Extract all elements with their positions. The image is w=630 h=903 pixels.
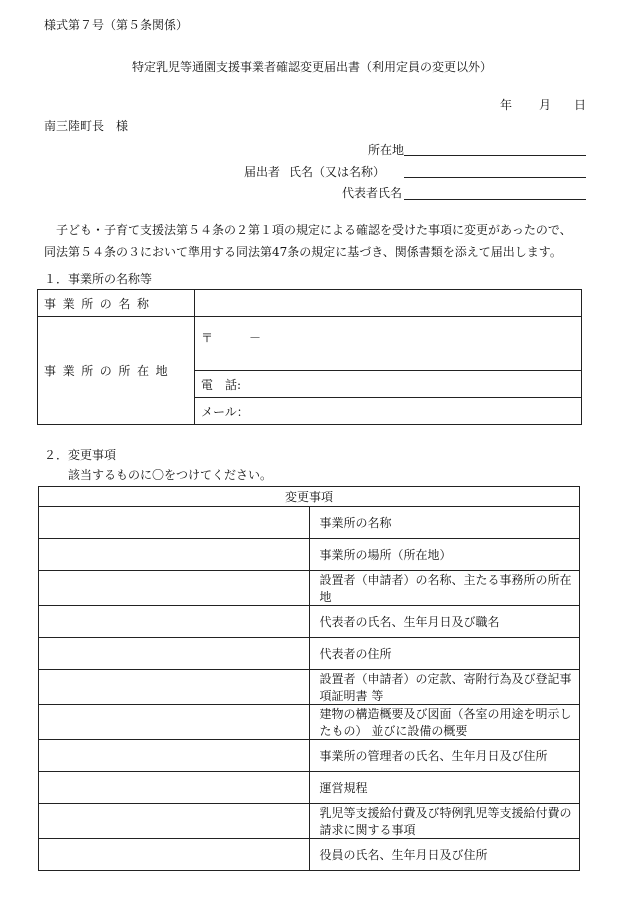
checkmark-cell[interactable] — [39, 740, 310, 772]
change-item: 代表者の氏名、生年月日及び職名 — [309, 606, 580, 638]
date-year-label: 年 — [500, 98, 513, 112]
section1-heading: １．事業所の名称等 — [44, 272, 153, 286]
table-row — [39, 804, 580, 839]
form-number: 様式第７号（第５条関係） — [44, 18, 189, 32]
table-row — [39, 705, 580, 740]
facility-location-label: 事業所の所在地 — [44, 364, 175, 378]
email-label: メール： — [201, 404, 249, 419]
section2-heading: ２．変更事項 — [44, 448, 117, 462]
body-text-line-1: 子ども・子育て支援法第５４条の２第１項の規定による確認を受けた事項に変更があったので、 — [56, 223, 572, 237]
table-row — [39, 638, 580, 670]
section2-instruction: 該当するものに〇をつけてください。 — [68, 468, 273, 482]
applicant-label: 届出者 — [244, 165, 281, 179]
change-item: 事業所の名称 — [309, 507, 580, 539]
change-item: 乳児等支援給付費及び特例乳児等支援給付費の請求に関する事項 — [309, 804, 580, 839]
addressee: 南三陸町長 様 — [44, 119, 129, 133]
table-row — [39, 507, 580, 539]
date-day-label: 日 — [574, 98, 587, 112]
checkmark-cell[interactable] — [39, 606, 310, 638]
change-items-header: 変更事項 — [39, 487, 580, 507]
phone-label: 電 話: — [201, 377, 242, 392]
address-line — [404, 155, 586, 156]
checkmark-cell[interactable] — [39, 539, 310, 571]
representative-line — [404, 199, 586, 200]
table-row — [39, 772, 580, 804]
change-item: 運営規程 — [309, 772, 580, 804]
document-title: 特定乳児等通園支援事業者確認変更届出書（利用定員の変更以外） — [132, 60, 493, 74]
table-row — [39, 539, 580, 571]
change-item: 設置者（申請者）の名称、主たる事務所の所在地 — [309, 571, 580, 606]
change-item: 事業所の場所（所在地） — [309, 539, 580, 571]
checkmark-cell[interactable] — [39, 638, 310, 670]
checkmark-cell[interactable] — [39, 772, 310, 804]
change-item: 役員の氏名、生年月日及び住所 — [309, 839, 580, 871]
change-item: 代表者の住所 — [309, 638, 580, 670]
change-items-table — [38, 486, 580, 871]
facility-name-field[interactable] — [195, 290, 582, 317]
checkmark-cell[interactable] — [39, 804, 310, 839]
checkmark-cell[interactable] — [39, 670, 310, 705]
postal-prefix: 〒 － — [201, 331, 262, 345]
date-month-label: 月 — [539, 98, 552, 112]
facility-name-label-cell — [38, 290, 195, 317]
facility-name-label: 事業所の名称 — [44, 296, 156, 311]
table-row — [39, 571, 580, 606]
facility-location-label-cell — [38, 317, 195, 425]
checkmark-cell[interactable] — [39, 839, 310, 871]
checkmark-cell[interactable] — [39, 705, 310, 740]
name-line — [404, 177, 586, 178]
address-label: 所在地 — [368, 143, 405, 157]
change-item: 事業所の管理者の氏名、生年月日及び住所 — [309, 740, 580, 772]
table-row — [39, 670, 580, 705]
email-field[interactable] — [195, 398, 582, 425]
postal-address-field[interactable] — [195, 317, 582, 371]
checkmark-cell[interactable] — [39, 571, 310, 606]
checkmark-cell[interactable] — [39, 507, 310, 539]
facility-info-table — [37, 289, 582, 425]
table-row — [39, 606, 580, 638]
table-row — [39, 740, 580, 772]
change-item: 設置者（申請者）の定款、寄附行為及び登記事項証明書 等 — [309, 670, 580, 705]
body-text-line-2: 同法第５４条の３において準用する同法第47条の規定に基づき、関係書類を添えて届出します。 — [44, 245, 562, 259]
table-row — [39, 839, 580, 871]
phone-field[interactable] — [195, 371, 582, 398]
change-item: 建物の構造概要及び図面（各室の用途を明示したもの） 並びに設備の概要 — [309, 705, 580, 740]
representative-label: 代表者氏名 — [342, 186, 403, 200]
name-label: 氏名（又は名称） — [289, 165, 386, 179]
